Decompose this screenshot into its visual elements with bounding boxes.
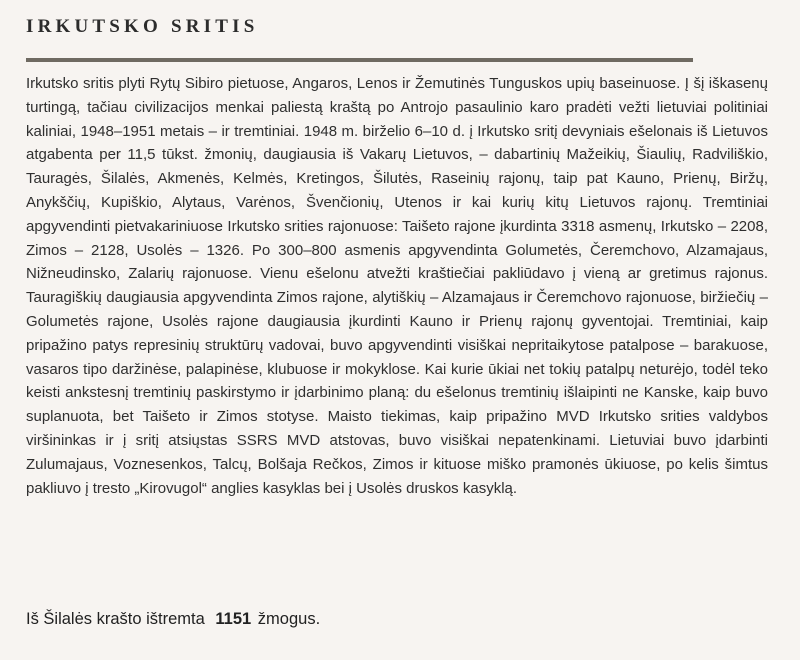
deportation-summary	[26, 610, 320, 629]
body-paragraph: Irkutsko sritis plyti Rytų Sibiro pietuose, Angaros, Lenos ir Žemutinės Tunguskos upių baseinuose. Į šį iškasenų turtingą, tačiau civilizacijos menkai paliestą kraštą po Antrojo pasaulinio karo pradėti vežti lietuviai politiniai kaliniai, 1948–1951 metais – ir tremtiniai. 1948 m. birželio 6–10 d. į Irkutsko sritį devyniais ešelonais iš Lietuvos atgabenta per 11,5 tūkst. žmonių, daugiausia iš Vakarų Lietuvos, – dabartinių Mažeikių, Šiaulių, Radviliškio, Tauragės, Šilalės, Akmenės, Kelmės, Kretingos, Šilutės, Raseinių rajonų, taip pat Kauno, Prienų, Biržų, Anykščių, Kupiškio, Alytaus, Varėnos, Švenčionių, Utenos ir kai kurių kitų Lietuvos rajonų. Tremtiniai apgyvendinti pietvakariniuose Irkutsko srities rajonuose: Taišeto rajone įkurdinta 3318 asmenų, Irkutsko – 2208, Zimos – 2128, Usolės – 1326. Po 300–800 asmenis apgyvendinta Golumetės, Čeremchovo, Alzamajaus, Nižneudinsko, Zalarių rajonuose. Vienu ešelonu atvežti kraštiečiai pakliūdavo į vieną ar gretimus rajonus. Tauragiškių daugiausia apgyvendinta Zimos rajone, alytiškių – Alzamajaus ir Čeremchovo rajonuose, biržiečių – Golumetės rajone, Usolės rajone daugiausia įkurdinti Kauno ir Prienų rajonų gyventojai. Tremtiniai, kaip pripažino patys represinių struktūrų vadovai, buvo apgyvendinti visiškai nepritaikytose patalpose – barakuose, vasaros tipo daržinėse, palapinėse, klubuose ir mokyklose. Kai kurie ūkiai net tokių patalpų neturėjo, todėl teko keisti ankstesnį tremtinių paskirstymo ir įdarbinimo planą: du ešelonus tremtinių išlaipinti ne Kanske, kaip buvo suplanuota, bet Taišeto ir Zimos stotyse. Maisto tiekimas, kaip pripažino MVD Irkutsko srities valdybos viršininkas ir į sritį atsiųstas SSRS MVD atstovas, buvo visiškai nepatenkinami. Lietuviai buvo įdarbinti Zulumajaus, Voznesenkos, Talcų, Bolšaja Rečkos, Zimos ir kituose miško pramonės ūkiuose, po kelis šimtus pakliuvo į tresto „Kirovugol“ anglies kasyklas bei į Usolės druskos kasyklą.	[26, 75, 768, 497]
deported-count: 1151	[215, 610, 252, 628]
summary-prefix: Iš Šilalės krašto ištremta	[26, 610, 205, 628]
title-divider	[26, 58, 693, 62]
summary-suffix: žmogus.	[257, 610, 321, 628]
page-title: IRKUTSKO SRITIS	[26, 16, 259, 37]
